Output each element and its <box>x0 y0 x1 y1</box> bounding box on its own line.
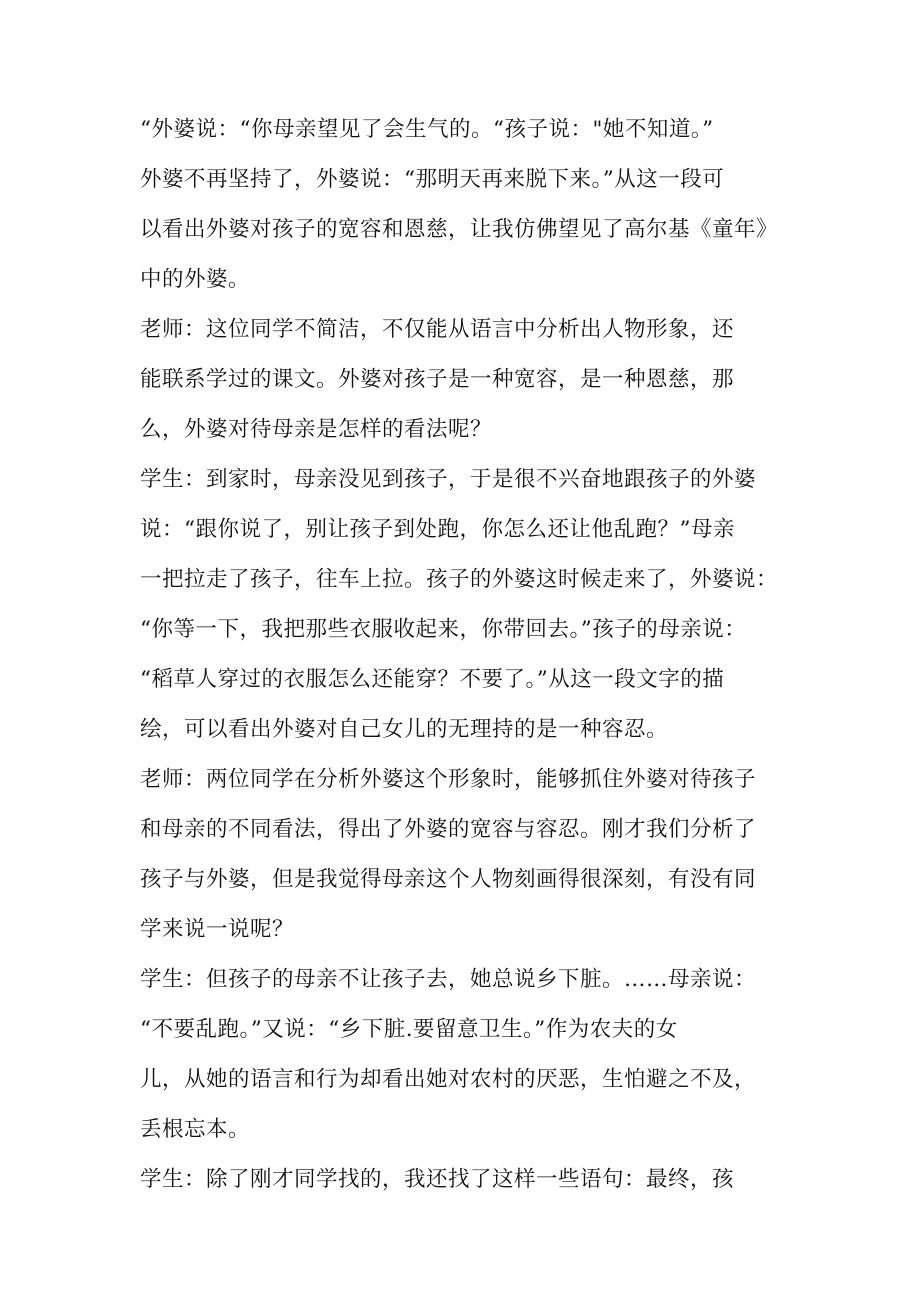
text-line: “你等一下，我把那些衣服收起来，你带回去。”孩子的母亲说： <box>140 617 747 642</box>
text-line: 学生：但孩子的母亲不让孩子去，她总说乡下脏。……母亲说： <box>140 967 757 992</box>
text-line: 老师：这位同学不简洁，不仅能从语言中分析出人物形象，还 <box>140 317 735 342</box>
text-line: 孩子与外婆，但是我觉得母亲这个人物刻画得很深刻，有没有同 <box>140 867 757 892</box>
text-line: 以看出外婆对孩子的宽容和恩慈，让我仿佛望见了高尔基《童年》 <box>140 217 779 242</box>
text-line: 丢根忘本。 <box>140 1117 251 1142</box>
text-line: 学生：到家时，母亲没见到孩子，于是很不兴奋地跟孩子的外婆 <box>140 467 757 492</box>
text-line: 学来说一说呢？ <box>140 917 295 942</box>
text-line: 老师：两位同学在分析外婆这个形象时，能够抓住外婆对待孩子 <box>140 767 757 792</box>
text-line: “外婆说：“你母亲望见了会生气的。“孩子说："她不知道。” <box>140 117 714 142</box>
text-line: 说：“跟你说了，别让孩子到处跑，你怎么还让他乱跑？”母亲 <box>140 517 735 542</box>
text-line: 外婆不再坚持了，外婆说：“那明天再来脱下来。”从这一段可 <box>140 167 725 192</box>
text-line: 么，外婆对待母亲是怎样的看法呢？ <box>140 417 493 442</box>
text-line: 中的外婆。 <box>140 267 251 292</box>
text-line: “不要乱跑。”又说：“乡下脏.要留意卫生。”作为农夫的女 <box>140 1017 678 1042</box>
text-line: 绘，可以看出外婆对自己女儿的无理持的是一种容忍。 <box>140 717 669 742</box>
document-page <box>140 105 805 1205</box>
text-line: 一把拉走了孩子，往车上拉。孩子的外婆这时候走来了，外婆说： <box>140 567 779 592</box>
text-line: 和母亲的不同看法，得出了外婆的宽容与容忍。刚才我们分析了 <box>140 817 757 842</box>
text-line: 儿，从她的语言和行为却看出她对农村的厌恶，生怕避之不及， <box>140 1067 757 1092</box>
text-line: 学生：除了刚才同学找的，我还找了这样一些语句：最终，孩 <box>140 1167 735 1192</box>
text-line: 能联系学过的课文。外婆对孩子是一种宽容，是一种恩慈，那 <box>140 367 735 392</box>
text-line: “稻草人穿过的衣服怎么还能穿？不要了。”从这一段文字的描 <box>140 667 725 692</box>
